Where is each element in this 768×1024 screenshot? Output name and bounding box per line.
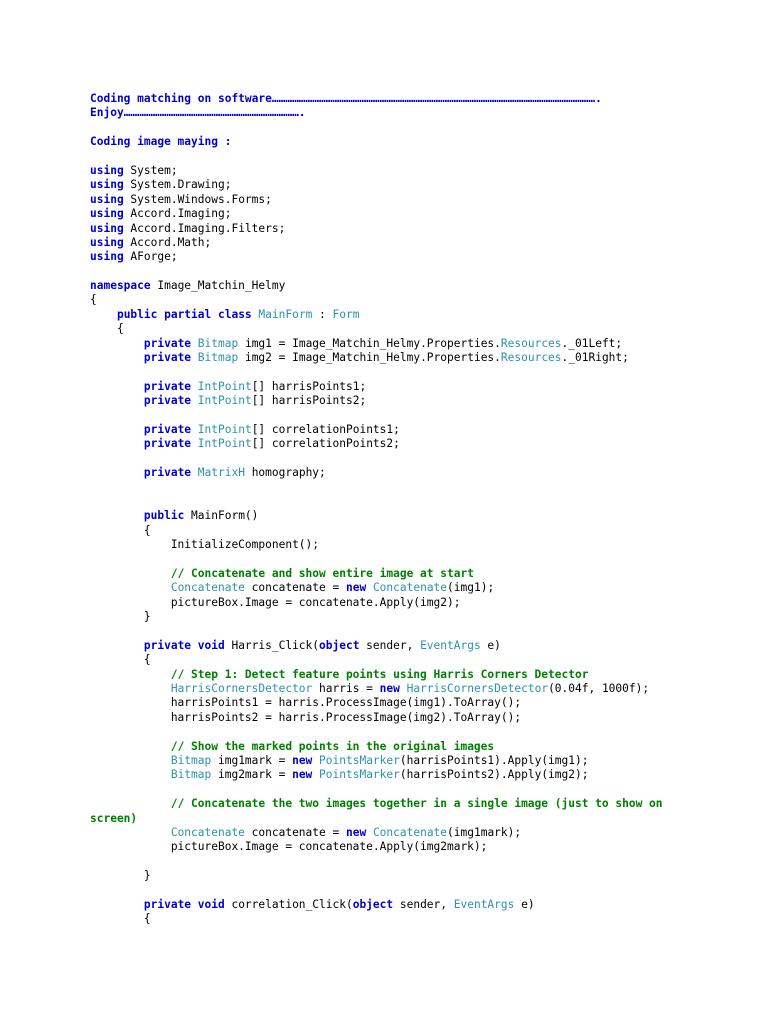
code-text (90, 768, 171, 781)
type-token: Resources (500, 336, 562, 350)
code-text (90, 308, 117, 321)
code-text (90, 423, 144, 436)
code-text: Harris_Click( (224, 638, 320, 652)
keyword-token: public partial class (116, 307, 252, 321)
keyword-token: using (90, 178, 124, 192)
type-token: IntPoint (197, 379, 252, 393)
code-line (90, 668, 660, 682)
code-text: : (312, 307, 333, 321)
code-line (90, 193, 660, 207)
keyword-token: new (345, 581, 367, 595)
code-text (366, 826, 373, 839)
code-line (90, 812, 660, 826)
code-line (90, 236, 660, 250)
blank-line (90, 481, 660, 495)
comment-token: // Step 1: Detect feature points using Harris Corners Detector (170, 667, 589, 681)
keyword-token: new (379, 682, 400, 696)
code-text: img1mark = (211, 753, 293, 767)
code-text (90, 639, 144, 652)
code-text (90, 337, 144, 350)
type-token: Form (332, 307, 360, 321)
code-line (90, 423, 660, 437)
code-text: System; (123, 163, 178, 177)
code-text (191, 337, 198, 350)
keyword-token: new (345, 825, 367, 839)
code-line (90, 711, 660, 725)
code-line (90, 509, 660, 523)
keyword-token: using (90, 250, 124, 264)
code-line (90, 596, 660, 610)
blank-line (90, 265, 660, 279)
code-text (90, 394, 144, 407)
keyword-token: private (143, 437, 192, 451)
code-line (90, 250, 660, 264)
keyword-token: public (143, 509, 185, 523)
code-line (90, 337, 660, 351)
code-line (90, 164, 660, 178)
code-line (90, 207, 660, 221)
blank-line (90, 495, 660, 509)
code-text (90, 567, 171, 580)
code-text: sender, (393, 897, 454, 911)
keyword-token: using (90, 207, 124, 221)
type-token: Bitmap (197, 336, 239, 350)
code-text (191, 466, 198, 479)
code-text: System.Windows.Forms; (123, 192, 272, 206)
code-text (90, 380, 144, 393)
code-text: homography; (244, 466, 326, 480)
type-token: Concatenate (372, 825, 448, 839)
keyword-token: private (143, 422, 192, 436)
heading-text: Coding matching on software………………………………………………………………………………………………………………………………. (90, 92, 602, 105)
blank-line (90, 883, 660, 897)
code-line (90, 840, 660, 854)
code-text: pictureBox.Image = concatenate.Apply(img2); (90, 595, 461, 609)
keyword-token: private (143, 351, 192, 365)
keyword-token: using (90, 221, 124, 235)
code-line (90, 222, 660, 236)
code-text: (img1); (447, 581, 495, 595)
code-line (90, 768, 660, 782)
keyword-token: private (143, 336, 192, 350)
code-line (90, 754, 660, 768)
code-text: img2 = Image_Matchin_Helmy.Properties. (238, 351, 501, 365)
code-line (90, 581, 660, 595)
code-line (90, 106, 660, 120)
code-text (90, 351, 144, 364)
code-line (90, 740, 660, 754)
keyword-token: using (90, 235, 124, 249)
keyword-token: new (292, 753, 313, 767)
comment-token: // Show the marked points in the original images (170, 739, 495, 753)
type-token: HarrisCornersDetector (406, 682, 549, 696)
code-text: Accord.Imaging.Filters; (123, 221, 286, 235)
code-text (90, 740, 171, 753)
code-text: InitializeComponent(); (90, 538, 320, 552)
code-text: System.Drawing; (123, 178, 232, 192)
wrapped-code-text: screen) (90, 811, 138, 825)
code-text: [] harrisPoints1; (251, 379, 367, 393)
blank-line (90, 121, 660, 135)
code-text: { (90, 523, 151, 537)
code-line (90, 437, 660, 451)
keyword-token: object (319, 638, 360, 652)
code-text (90, 898, 144, 911)
code-text: (img1mark); (447, 825, 522, 839)
code-text: MainForm() (184, 509, 259, 523)
type-token: Bitmap (170, 768, 212, 782)
type-token: Concatenate (170, 581, 245, 595)
code-text (90, 581, 171, 594)
code-text: img1 = Image_Matchin_Helmy.Properties. (238, 336, 501, 350)
code-line (90, 538, 660, 552)
type-token: Concatenate (170, 825, 245, 839)
code-text: e) (514, 897, 535, 911)
code-text: harris = (312, 682, 380, 696)
comment-token: // Concatenate and show entire image at start (170, 566, 474, 580)
type-token: HarrisCornersDetector (170, 682, 313, 696)
code-line (90, 567, 660, 581)
type-token: IntPoint (197, 394, 252, 408)
code-text (90, 682, 171, 695)
blank-line (90, 553, 660, 567)
code-text: ._01Left; (561, 336, 623, 350)
code-text: pictureBox.Image = concatenate.Apply(img2mark); (90, 840, 488, 854)
code-text: Accord.Math; (123, 235, 212, 249)
code-text (90, 797, 171, 810)
code-line (90, 869, 660, 883)
code-text: { (90, 653, 151, 667)
code-text: harrisPoints2 = harris.ProcessImage(img2).ToArray(); (90, 710, 522, 724)
code-text (90, 754, 171, 767)
blank-line (90, 855, 660, 869)
type-token: MatrixH (197, 466, 245, 480)
code-line (90, 653, 660, 667)
blank-line (90, 150, 660, 164)
keyword-token: object (352, 897, 394, 911)
code-text (191, 380, 198, 393)
type-token: EventArgs (453, 897, 515, 911)
code-text (191, 437, 198, 450)
code-text: e) (480, 638, 501, 652)
code-text: { (90, 293, 97, 307)
code-text: (0.04f, 1000f); (548, 682, 650, 696)
code-text: concatenate = (244, 825, 346, 839)
code-text (191, 351, 198, 364)
code-document (90, 92, 663, 927)
code-text: [] correlationPoints2; (251, 437, 400, 451)
keyword-token: namespace (90, 279, 151, 293)
blank-line (90, 783, 660, 797)
code-text: correlation_Click( (224, 897, 353, 911)
code-line (90, 912, 660, 926)
code-text (90, 509, 144, 522)
code-line (90, 135, 660, 149)
type-token: Bitmap (197, 351, 239, 365)
heading-text: Enjoy……………………………………………………………………. (90, 106, 306, 120)
code-line (90, 682, 660, 696)
code-line (90, 322, 660, 336)
code-line (90, 610, 660, 624)
type-token: IntPoint (197, 422, 252, 436)
type-token: EventArgs (420, 638, 481, 652)
code-text (90, 826, 171, 839)
code-text (191, 423, 198, 436)
code-text: concatenate = (244, 581, 346, 595)
keyword-token: new (292, 768, 313, 782)
keyword-token: private (143, 394, 192, 408)
code-text: [] harrisPoints2; (251, 394, 367, 408)
code-line (90, 380, 660, 394)
code-text: (harrisPoints2).Apply(img2); (399, 768, 589, 782)
code-text: } (90, 610, 151, 624)
blank-line (90, 365, 660, 379)
code-line (90, 279, 660, 293)
code-text (366, 581, 373, 594)
code-line (90, 826, 660, 840)
type-token: MainForm (258, 307, 313, 321)
type-token: IntPoint (197, 437, 252, 451)
code-text: } (90, 869, 151, 883)
code-text: { (90, 322, 124, 336)
code-text: AForge; (123, 250, 178, 264)
keyword-token: using (90, 192, 124, 206)
code-text: img2mark = (211, 768, 293, 782)
blank-line (90, 624, 660, 638)
code-text (90, 466, 144, 479)
comment-token: // Concatenate the two images together in a single image (just to show on (170, 797, 663, 811)
code-line (90, 178, 660, 192)
keyword-token: private void (143, 897, 225, 911)
code-line (90, 898, 660, 912)
code-line (90, 351, 660, 365)
keyword-token: private (143, 379, 192, 393)
code-text: Image_Matchin_Helmy (150, 279, 286, 293)
code-line (90, 639, 660, 653)
type-token: PointsMarker (319, 753, 400, 767)
code-line (90, 308, 660, 322)
code-text (400, 682, 407, 695)
keyword-token: using (90, 163, 124, 177)
code-text: sender, (359, 638, 421, 652)
code-text: { (90, 912, 151, 926)
code-text: harrisPoints1 = harris.ProcessImage(img1).ToArray(); (90, 696, 522, 710)
code-line (90, 696, 660, 710)
code-text (191, 394, 198, 407)
code-line (90, 293, 660, 307)
code-text: Accord.Imaging; (123, 207, 232, 221)
code-line (90, 524, 660, 538)
code-text (90, 437, 144, 450)
code-line (90, 394, 660, 408)
code-line (90, 797, 663, 811)
code-line (90, 466, 660, 480)
blank-line (90, 409, 660, 423)
keyword-token: private (143, 466, 192, 480)
type-token: Resources (500, 351, 562, 365)
code-text: (harrisPoints1).Apply(img1); (399, 753, 589, 767)
blank-line (90, 452, 660, 466)
keyword-token: private void (143, 638, 225, 652)
type-token: Concatenate (372, 581, 448, 595)
heading-text: Coding image maying : (90, 135, 232, 149)
blank-line (90, 725, 660, 739)
code-text: ._01Right; (561, 351, 629, 365)
code-line (90, 92, 660, 106)
type-token: Bitmap (170, 753, 212, 767)
code-text (90, 668, 171, 681)
type-token: PointsMarker (319, 768, 400, 782)
code-text: [] correlationPoints1; (251, 422, 400, 436)
